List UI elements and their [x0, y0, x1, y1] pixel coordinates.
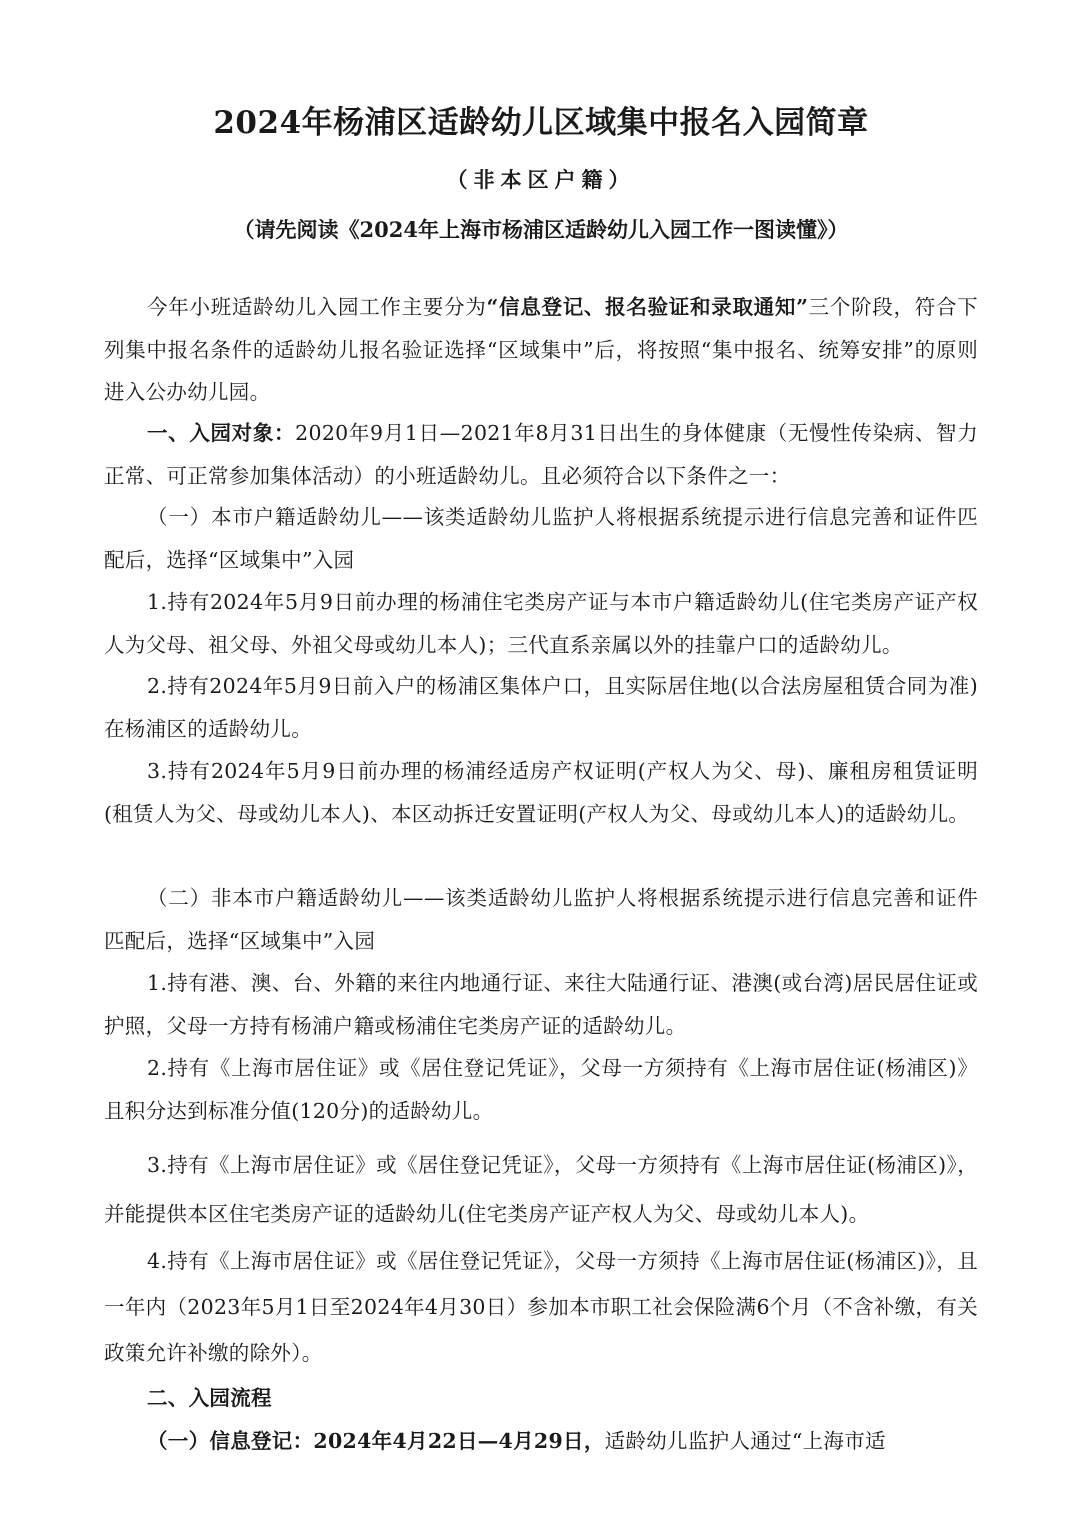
group-2-item-4: 4.持有《上海市居住证》或《居住登记凭证》，父母一方须持《上海市居住证(杨浦区)》，且一年内（2023年5月1日至2024年4月30日）参加本市职工社会保险满6个月（不含补缴，有关政策允许补缴的除外）。	[104, 1249, 978, 1365]
step-1-text: 适龄幼儿监护人通过“上海市适	[604, 1429, 886, 1453]
intro-paragraph	[104, 286, 978, 414]
group-2-heading: （二）非本市户籍适龄幼儿——该类适龄幼儿监护人将根据系统提示进行信息完善和证件匹配后，选择“区域集中”入园	[104, 886, 978, 953]
step-1-heading: （一）信息登记：	[147, 1429, 314, 1453]
step-1-date: 2024年4月22日—4月29日，	[313, 1429, 605, 1453]
intro-lead: 今年小班适龄幼儿入园工作主要分为	[147, 295, 487, 319]
section-2-heading: 二、入园流程	[147, 1386, 272, 1410]
step-1-paragraph	[104, 1420, 978, 1463]
section-1-heading: 一、入园对象：	[147, 421, 296, 445]
group-2-item-3: 3.持有《上海市居住证》或《居住登记凭证》，父母一方须持有《上海市居住证(杨浦区)》，并能提供本区住宅类房产证的适龄幼儿(住宅类房产证产权人为父、母或幼儿本人)。	[104, 1153, 978, 1226]
group-1-heading: （一）本市户籍适龄幼儿——该类适龄幼儿监护人将根据系统提示进行信息完善和证件匹配后，选择“区域集中”入园	[104, 505, 978, 572]
intro-highlight: “信息登记、报名验证和录取通知”	[486, 295, 809, 319]
reading-note: （请先阅读《2024年上海市杨浦区适龄幼儿入园工作一图读懂》）	[233, 217, 849, 242]
section-1-text: 2020年9月1日—2021年8月31日出生的身体健康（无慢性传染病、智力正常、可正常参加集体活动）的小班适龄幼儿。且必须符合以下条件之一：	[104, 421, 978, 488]
section-1-paragraph	[104, 412, 978, 497]
group-1-item-2: 2.持有2024年5月9日前入户的杨浦区集体户口，且实际居住地(以合法房屋租赁合同为准)在杨浦区的适龄幼儿。	[104, 674, 978, 741]
document-title: 2024年杨浦区适龄幼儿区域集中报名入园简章	[213, 105, 869, 141]
group-1-item-1: 1.持有2024年5月9日前办理的杨浦住宅类房产证与本市户籍适龄幼儿(住宅类房产证产权人为父母、祖父母、外祖父母或幼儿本人)；三代直系亲属以外的挂靠户口的适龄幼儿。	[104, 590, 978, 657]
intro-rest: 三个阶段，符合下列集中报名条件的适龄幼儿报名验证选择“区域集中”后，将按照“集中报名、统筹安排”的原则进入公办幼儿园。	[104, 295, 978, 404]
group-2-item-1: 1.持有港、澳、台、外籍的来往内地通行证、来往大陆通行证、港澳(或台湾)居民居住证或护照，父母一方持有杨浦户籍或杨浦住宅类房产证的适龄幼儿。	[104, 971, 978, 1038]
group-1-item-3: 3.持有2024年5月9日前办理的杨浦经适房产权证明(产权人为父、母)、廉租房租赁证明(租赁人为父、母或幼儿本人)、本区动拆迁安置证明(产权人为父、母或幼儿本人)的适龄幼儿。	[104, 759, 978, 826]
document-subtitle: （非本区户籍）	[446, 167, 636, 192]
group-2-item-2: 2.持有《上海市居住证》或《居住登记凭证》，父母一方须持有《上海市居住证(杨浦区)》且积分达到标准分值(120分)的适龄幼儿。	[104, 1056, 978, 1123]
